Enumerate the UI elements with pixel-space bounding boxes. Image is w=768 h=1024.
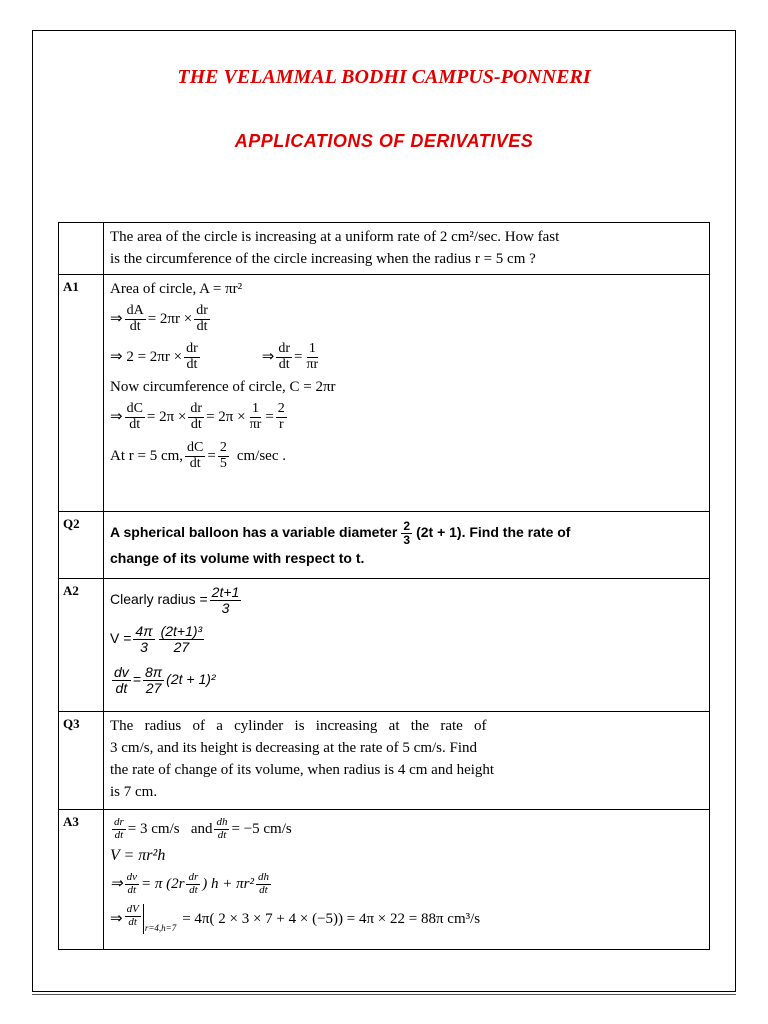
- fraction: [304, 342, 320, 372]
- denominator: dt: [129, 318, 141, 334]
- row-label: A1: [59, 275, 104, 512]
- row-label: Q3: [59, 712, 104, 810]
- fraction: [276, 342, 292, 372]
- fraction: [214, 817, 229, 841]
- denominator: dt: [189, 883, 198, 896]
- numerator: dV: [126, 903, 139, 915]
- expression: Clearly radius =: [110, 591, 208, 608]
- fraction: [194, 304, 210, 334]
- fraction: [112, 817, 126, 841]
- denominator: dt: [129, 416, 141, 432]
- a1-line-2: [110, 300, 703, 338]
- fraction: [184, 342, 200, 372]
- a3-line-3: [110, 867, 703, 901]
- equals: =: [207, 447, 216, 464]
- fraction: [188, 402, 204, 432]
- numerator: dr: [190, 400, 203, 416]
- numerator: 8π: [144, 663, 163, 680]
- a2-line-1: [110, 582, 703, 618]
- table-row: [59, 275, 710, 512]
- implies-symbol: ⇒: [110, 310, 123, 327]
- topic-title: APPLICATIONS OF DERIVATIVES: [234, 131, 534, 151]
- answer-3: [104, 810, 710, 950]
- numerator: dr: [186, 340, 198, 356]
- expression: At r = 5 cm,: [110, 447, 184, 464]
- evaluation-subscript: r=4,h=7: [144, 922, 177, 933]
- numerator: dr: [278, 340, 290, 356]
- numerator: 2t+1: [211, 583, 240, 600]
- denominator: dt: [186, 356, 198, 372]
- a2-line-2: [110, 618, 703, 660]
- fraction: [186, 872, 200, 896]
- q2-line-1: [110, 518, 703, 548]
- question-2: [104, 512, 710, 579]
- numerator: dh: [257, 870, 269, 883]
- fraction: [125, 904, 141, 928]
- expression: = 2π ×: [146, 408, 187, 425]
- denominator: dt: [196, 318, 208, 334]
- question-3: [104, 712, 710, 810]
- implies-symbol: ⇒: [110, 875, 123, 892]
- numerator: dA: [126, 302, 144, 318]
- row-label: Q2: [59, 512, 104, 579]
- a1-line-1: Area of circle, A = πr²: [110, 280, 243, 297]
- equals: =: [132, 671, 141, 688]
- fraction: [125, 304, 146, 334]
- unit: cm/sec .: [236, 447, 286, 464]
- expression: A spherical balloon has a variable diameter: [110, 524, 398, 541]
- a2-line-3: [110, 660, 703, 700]
- row-label: A2: [59, 579, 104, 712]
- expression: = 3 cm/s and: [127, 820, 213, 837]
- denominator: dt: [115, 679, 128, 696]
- numerator: 1: [251, 400, 259, 416]
- numerator: 2: [219, 439, 227, 455]
- q3-line-2: 3 cm/s, and its height is decreasing at the rate of 5 cm/s. Find: [110, 739, 478, 756]
- denominator: 5: [219, 455, 227, 471]
- question-1: [104, 223, 710, 275]
- fraction: [256, 872, 271, 896]
- numerator: dh: [216, 815, 228, 828]
- expression: = −5 cm/s: [231, 820, 292, 837]
- table-row: [59, 712, 710, 810]
- numerator: 2: [277, 400, 285, 416]
- denominator: dt: [190, 416, 202, 432]
- qa-table: [58, 222, 710, 950]
- a1-line-5: [110, 398, 703, 436]
- school-title: THE VELAMMAL BODHI CAMPUS-PONNERI: [177, 66, 591, 88]
- numerator: dr: [188, 870, 199, 883]
- fraction: [276, 402, 287, 432]
- expression: ⇒ 2 = 2πr ×: [110, 348, 183, 365]
- denominator: dt: [217, 828, 227, 841]
- numerator: dr: [196, 302, 208, 318]
- implies-symbol: ⇒: [261, 348, 275, 365]
- denominator: πr: [249, 416, 262, 432]
- denominator: 3: [403, 532, 411, 547]
- numerator: dv: [114, 663, 129, 680]
- fraction: [112, 665, 131, 695]
- row-label: [59, 223, 104, 275]
- q2-line-2: change of its volume with respect to t.: [110, 550, 365, 567]
- expression: ) h + πr²: [202, 875, 254, 892]
- numerator: 1: [308, 340, 316, 356]
- q3-line-1: The radius of a cylinder is increasing at the rate of: [110, 717, 487, 734]
- denominator: dt: [128, 915, 137, 928]
- expression: = 2π ×: [206, 408, 246, 425]
- a1-line-4: Now circumference of circle, C = 2πr: [110, 378, 336, 395]
- implies-symbol: ⇒: [110, 910, 123, 927]
- row-label: A3: [59, 810, 104, 950]
- numerator: (2t+1)³: [160, 622, 203, 639]
- table-row: [59, 579, 710, 712]
- q3-line-3: the rate of change of its volume, when radius is 4 cm and height: [110, 761, 495, 778]
- a3-line-4: [110, 901, 703, 937]
- expression: V =: [110, 630, 132, 647]
- denominator: 27: [145, 679, 162, 696]
- table-row: [59, 512, 710, 579]
- table-row: [59, 223, 710, 275]
- fraction: [143, 665, 164, 695]
- equals: =: [265, 408, 274, 425]
- a3-line-2: V = πr²h: [110, 847, 166, 864]
- denominator: 3: [140, 638, 148, 655]
- answer-2: [104, 579, 710, 712]
- fraction: [248, 402, 264, 432]
- denominator: dt: [114, 828, 124, 841]
- footer-rule: [32, 994, 736, 995]
- fraction: [159, 624, 205, 654]
- implies-symbol: ⇒: [110, 408, 123, 425]
- table-row: [59, 810, 710, 950]
- denominator: 3: [221, 599, 230, 616]
- numerator: 4π: [135, 622, 153, 639]
- numerator: dC: [187, 439, 204, 455]
- numerator: dr: [114, 815, 124, 828]
- equals: =: [293, 348, 303, 365]
- denominator: 27: [173, 638, 190, 655]
- expression: (2t + 1). Find the rate of: [416, 524, 571, 541]
- q3-line-4: is 7 cm.: [110, 783, 158, 800]
- numerator: dv: [126, 870, 137, 883]
- evaluated-derivative: [123, 904, 177, 934]
- fraction: [218, 441, 229, 471]
- denominator: dt: [189, 455, 201, 471]
- expression: = 2πr ×: [147, 310, 193, 327]
- a1-line-6: [110, 436, 703, 476]
- a3-line-1: [110, 813, 703, 845]
- expression: = 4π( 2 × 3 × 7 + 4 × (−5)) = 4π × 22 = 88π cm³/s: [182, 910, 481, 927]
- a1-line-3: [110, 338, 703, 376]
- denominator: dt: [278, 356, 290, 372]
- fraction: [210, 585, 242, 615]
- fraction: [185, 441, 205, 471]
- denominator: r: [278, 416, 284, 432]
- fraction: [133, 624, 154, 654]
- fraction: [125, 402, 145, 432]
- expression: (2t + 1)²: [166, 671, 216, 688]
- denominator: πr: [306, 356, 319, 372]
- numerator: dC: [126, 400, 143, 416]
- expression: = π (2r: [140, 875, 185, 892]
- fraction: [125, 872, 139, 896]
- q1-line-1: The area of the circle is increasing at a uniform rate of 2 cm²/sec. How fast: [110, 228, 560, 245]
- fraction: [401, 520, 412, 546]
- denominator: dt: [259, 883, 268, 896]
- numerator: 2: [403, 518, 411, 533]
- denominator: dt: [127, 883, 137, 896]
- answer-1: [104, 275, 710, 512]
- q1-line-2: is the circumference of the circle increasing when the radius r = 5 cm ?: [110, 250, 536, 267]
